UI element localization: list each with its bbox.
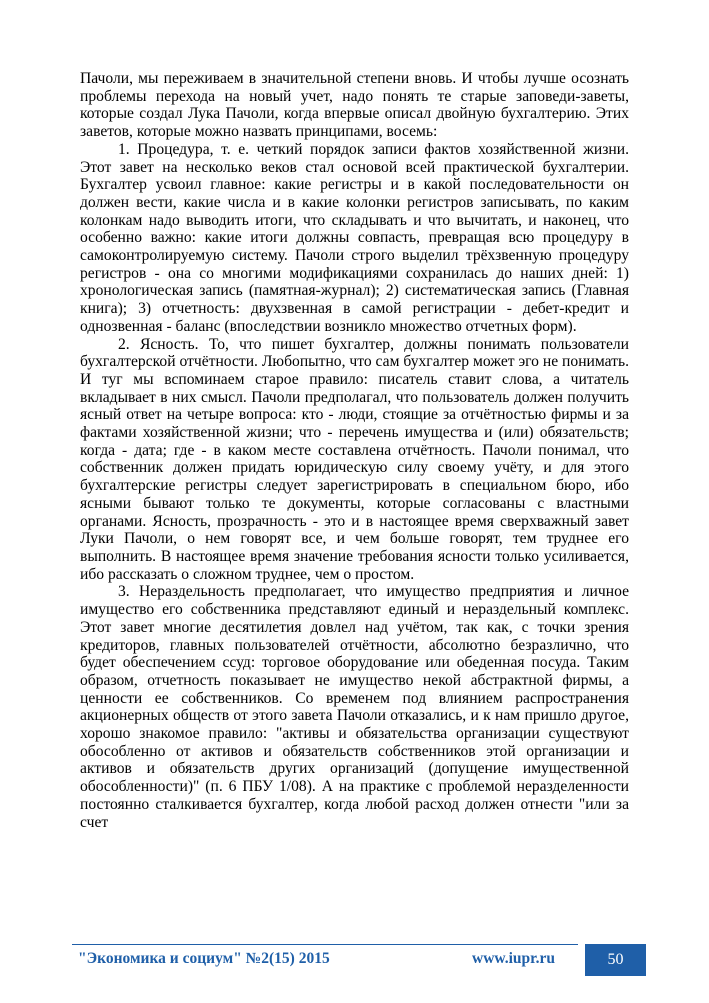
paragraph-intro: Пачоли, мы переживаем в значительной степени вновь. И чтобы лучше осознать проблемы перехода на новый учет, надо понять те старые заповеди-заветы, которые создал Лука Пачоли, когда впервые описал двойную бухгалтерию. Этих заветов, которые можно назвать принципами, восемь: (80, 70, 629, 141)
body-text (80, 70, 629, 831)
page-number-badge: 50 (585, 944, 646, 976)
paragraph-procedure: 1. Процедура, т. е. четкий порядок записи фактов хозяйственной жизни. Этот завет на несколько веков стал основой всей практической бухгалтерии. Бухгалтер усвоил главное: какие регистры и в какой последовательности он должен вести, какие числа и в какие колонки регистров записывать, по каким колонкам надо выводить итоги, что складывать и что вычитать, и наконец, что особенно важно: какие итоги должны совпасть, превращая всю процедуру в самоконтролируемую систему. Пачоли строго выделил трёхзвенную процедуру регистров - она со многими модификациями сохранилась до наших дней: 1) хронологическая запись (памятная-журнал); 2) систематическая запись (Главная книга); 3) отчетность: двухзвенная в самой регистрации - дебет-кредит и однозвенная - баланс (впоследствии возникло множество отчетных форм). (80, 140, 629, 335)
journal-title: "Экономика и социум" №2(15) 2015 (78, 950, 330, 967)
website-link[interactable]: www.iupr.ru (472, 950, 555, 967)
paragraph-clarity: 2. Ясность. То, что пишет бухгалтер, должны понимать пользователи бухгалтерской отчётности. Любопытно, что сам бухгалтер может эго не понимать. И туг мы вспоминаем старое правило: писатель ставит слова, а читатель вкладывает в них смысл. Пачоли предполагал, что пользователь должен получить ясный ответ на четыре вопроса: кто - люди, стоящие за отчётностью фирмы и за фактами хозяйственной жизни; что - перечень имущества и (или) обязательств; когда - дата; где - в каком месте составлена отчётность. Пачоли понимал, что собственник должен придать юридическую силу своему учёту, и для этого бухгалтерские регистры следует зарегистрировать в специальном бюро, ибо ясными бывают только те документы, которые согласованы с властными органами. Ясность, прозрачность - это и в настоящее время сверхважный завет Луки Пачоли, о нем говорят все, и чем больше говорят, тем труднее его выполнить. В настоящее время значение требования ясности только усиливается, ибо рассказать о сложном труднее, чем о простом. (80, 335, 629, 583)
paragraph-inseparability: 3. Нераздельность предполагает, что имущество предприятия и личное имущество его собственника представляют единый и нераздельный комплекс. Этот завет многие десятилетия довлел над учётом, так как, с точки зрения кредиторов, главных пользователей отчётности, абсолютно безразлично, что будет обеспечением ссуд: торговое оборудование или обеденная посуда. Таким образом, отчетность показывает не имущество некой абстрактной фирмы, а ценности ее собственников. Со временем под влиянием распространения акционерных обществ от этого завета Пачоли отказались, и к нам пришло другое, хорошо знакомое правило: "активы и обязательства организации существуют обособленно от активов и обязательств собственников этой организации и активов и обязательств других организаций (допущение имущественной обособленности)" (п. 6 ПБУ 1/08). А на практике с проблемой неразделенности постоянно сталкивается бухгалтер, когда любой расход должен отнести "или за счет (80, 583, 629, 831)
page-footer (72, 944, 646, 976)
